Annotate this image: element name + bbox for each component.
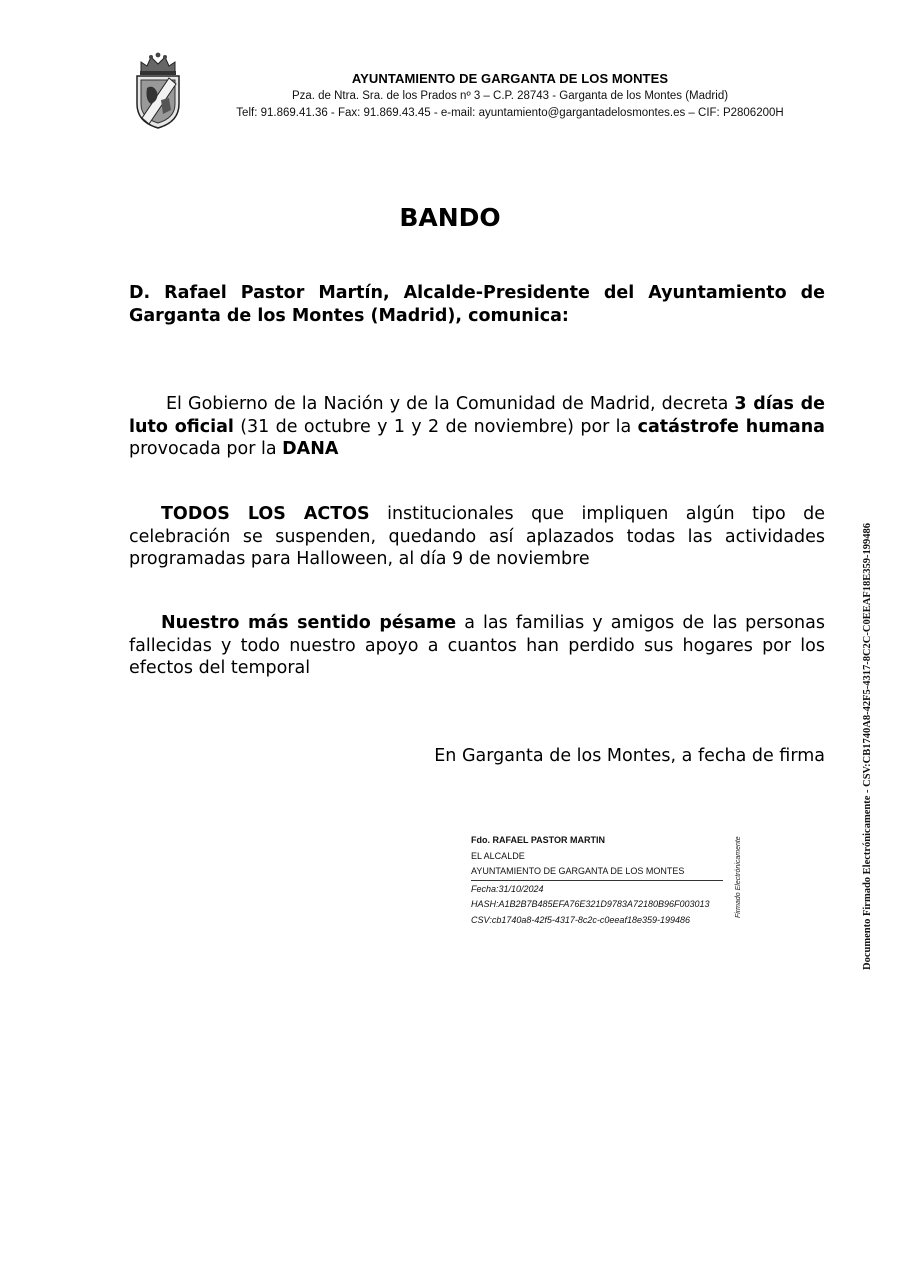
p1-text-2: (31 de octubre y 1 y 2 de noviembre) por la xyxy=(233,416,638,437)
signature-name: Fdo. RAFAEL PASTOR MARTIN xyxy=(471,835,605,845)
paragraph-mourning xyxy=(129,393,825,461)
letterhead xyxy=(190,70,830,122)
p3-text-1: a las familias y amigos de las personas fallecidas y todo nuestro apoyo a cuantos han perdido sus hogares por los efectos del temporal xyxy=(129,613,825,678)
p1-text-3: provocada por la xyxy=(129,439,283,459)
p1-bold-1: 3 días de luto oficial xyxy=(129,394,825,437)
document-title: BANDO xyxy=(399,203,501,232)
p1-bold-3: DANA xyxy=(282,439,339,459)
paragraph-acts xyxy=(129,503,825,571)
signature-block xyxy=(471,833,731,928)
signature-hash: HASH:A1B2B7B485EFA76E321D9783A72180B96F003013 xyxy=(471,899,710,909)
side-csv-note: Documento Firmado Electrónicamente - CSV:CB1740A8-42F5-4317-8C2C-C0EEAF18E359-199486 xyxy=(862,523,873,970)
signature-role: EL ALCALDE xyxy=(471,850,525,861)
letterhead-contact: Telf: 91.869.41.36 - Fax: 91.869.43.45 - e-mail: ayuntamiento@gargantadelosmontes.es – CIF: P2806200H xyxy=(236,107,784,119)
signature-csv: CSV:cb1740a8-42f5-4317-8c2c-c0eeaf18e359-199486 xyxy=(471,914,691,925)
signature-org: AYUNTAMIENTO DE GARGANTA DE LOS MONTES xyxy=(471,864,723,881)
p2-bold-1: TODOS LOS ACTOS xyxy=(161,504,370,524)
municipal-crest-icon xyxy=(133,52,183,130)
signature-vertical-label: Firmado Electrónicamente xyxy=(735,836,742,918)
letterhead-address: Pza. de Ntra. Sra. de los Prados nº 3 – C.P. 28743 - Garganta de los Montes (Madrid) xyxy=(291,90,729,102)
letterhead-name: AYUNTAMIENTO DE GARGANTA DE LOS MONTES xyxy=(351,71,669,86)
p3-bold-1: Nuestro más sentido pésame xyxy=(161,613,457,633)
dateline: En Garganta de los Montes, a fecha de firma xyxy=(434,746,825,766)
intro-paragraph: D. Rafael Pastor Martín, Alcalde-Presidente del Ayuntamiento de Garganta de los Montes (Madrid), comunica: xyxy=(129,283,825,326)
p1-text-1: El Gobierno de la Nación y de la Comunidad de Madrid, decreta xyxy=(166,394,735,414)
signature-date: Fecha:31/10/2024 xyxy=(471,883,544,894)
p2-text-1: institucionales que impliquen algún tipo de celebración se suspenden, quedando así aplazados todas las actividades programadas para Halloween, al día 9 de noviembre xyxy=(129,504,825,569)
paragraph-condolences xyxy=(129,612,825,680)
p1-bold-2: catástrofe humana xyxy=(637,416,825,437)
